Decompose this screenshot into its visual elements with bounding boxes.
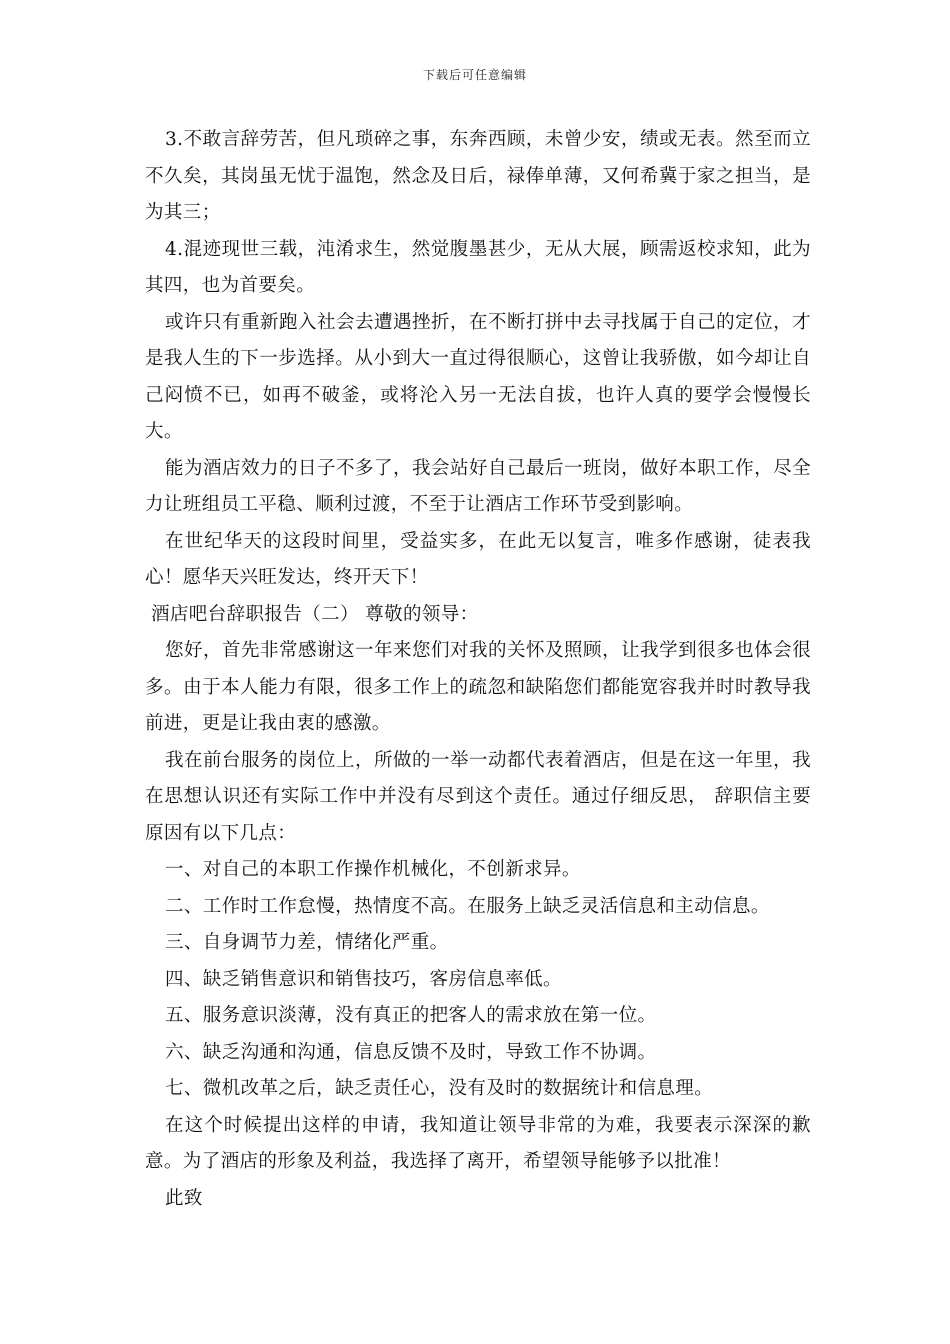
paragraph-reason-4: 4.混迹现世三载，沌淆求生，然觉腹墨甚少，无从大展，顾需返校求知，此为其四，也为首要矣。 xyxy=(145,238,811,296)
list-item: 三、自身调节力差，情绪化严重。 xyxy=(165,932,449,953)
paragraph-apology: 在这个时候提出这样的申请，我知道让领导非常的为难，我要表示深深的歉意。为了酒店的形象及利益，我选择了离开，希望领导能够予以批准！ xyxy=(145,1114,811,1172)
paragraph-next-step: 或许只有重新跑入社会去遭遇挫折，在不断打拼中去寻找属于自己的定位，才是我人生的下一步选择。从小到大一直过得很顺心，这曾让我骄傲，如今却让自己闷愤不已，如再不破釜，或将沦入另一无法自拔，也许人真的要学会慢慢长大。 xyxy=(145,311,811,442)
list-item: 四、缺乏销售意识和销售技巧，客房信息率低。 xyxy=(165,968,562,990)
paragraph-reflection: 我在前台服务的岗位上，所做的一举一动都代表着酒店，但是在这一年里，我在思想认识还有实际工作中并没有尽到这个责任。通过仔细反思， 辞职信主要原因有以下几点： xyxy=(145,749,811,844)
report-2-heading: 酒店吧台辞职报告（二） 尊敬的领导： xyxy=(151,603,479,625)
list-item: 二、工作时工作怠慢，热情度不高。在服务上缺乏灵活信息和主动信息。 xyxy=(165,895,770,917)
list-item: 一、对自己的本职工作操作机械化，不创新求异。 xyxy=(165,859,581,880)
document-body xyxy=(145,122,811,1217)
paragraph-greeting: 您好，首先非常感谢这一年来您们对我的关怀及照顾，让我学到很多也体会很多。由于本人能力有限，很多工作上的疏忽和缺陷您们都能宽容我并时时教导我前进，更是让我由衷的感激。 xyxy=(145,640,811,734)
paragraph-last-shift: 能为酒店效力的日子不多了，我会站好自己最后一班岗，做好本职工作，尽全力让班组员工平稳、顺利过渡，不至于让酒店工作环节受到影响。 xyxy=(145,457,811,515)
list-item: 七、微机改革之后，缺乏责任心，没有及时的数据统计和信息理。 xyxy=(165,1078,714,1099)
list-item: 六、缺乏沟通和沟通，信息反馈不及时，导致工作不协调。 xyxy=(165,1041,657,1063)
paragraph-thanks: 在世纪华天的这段时间里，受益实多，在此无以复言，唯多作感谢，徒表我心！愿华天兴旺发达，终开天下！ xyxy=(145,530,811,588)
list-item: 五、服务意识淡薄，没有真正的把客人的需求放在第一位。 xyxy=(165,1005,657,1026)
closing-salutation: 此致 xyxy=(165,1187,203,1209)
page-header-note: 下载后可任意编辑 xyxy=(422,68,527,82)
paragraph-reason-3: 3.不敢言辞劳苦，但凡琐碎之事，东奔西顾，未曾少安，绩或无表。然至而立不久矣，其岗虽无忧于温饱，然念及日后，禄俸单薄，又何希冀于家之担当，是为其三； xyxy=(145,129,811,223)
